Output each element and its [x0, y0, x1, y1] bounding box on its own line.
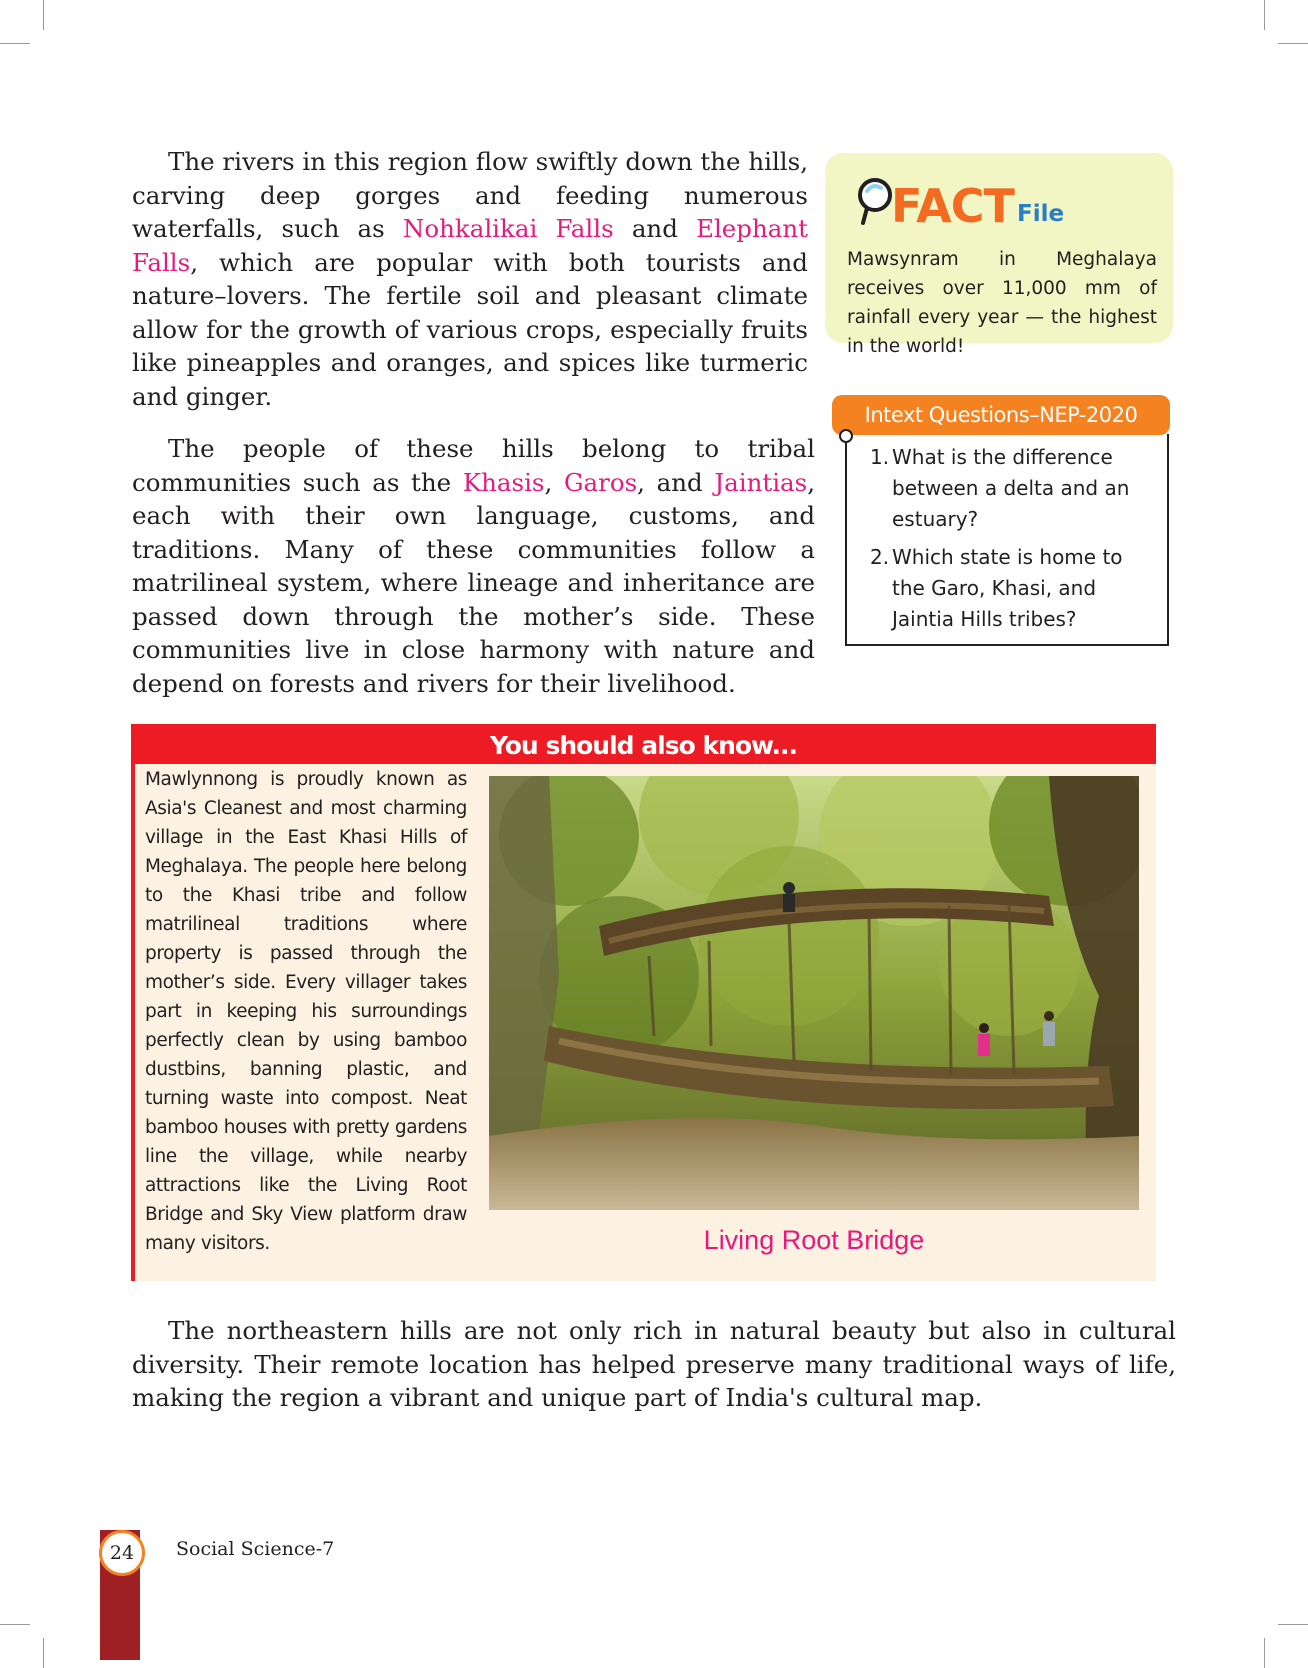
- photo-caption: Living Root Bridge: [703, 1225, 925, 1255]
- text-run: , and: [637, 467, 715, 497]
- question-item: [870, 542, 1160, 635]
- keyword-elephant-falls: Elephant Falls: [132, 214, 808, 277]
- body-paragraph-people: [132, 432, 815, 700]
- fact-title: FACT: [891, 179, 1014, 233]
- crop-mark: [1278, 1624, 1308, 1625]
- crop-mark: [1278, 43, 1308, 44]
- living-root-bridge-photo: [489, 776, 1139, 1210]
- text-run: The people of these hills belong to tribal communities such as the: [132, 434, 815, 497]
- text-run: ,: [544, 467, 564, 497]
- body-paragraph-culture: The northeastern hills are not only rich in natural beauty but also in cultural diversity. Their remote location has helped preserve many traditional ways of life, making the region a vibrant and unique part of India's cultural map.: [132, 1316, 1176, 1412]
- crop-mark: [43, 1638, 44, 1668]
- question-number: 1.: [870, 445, 890, 469]
- keyword-garos: Garos: [563, 467, 638, 497]
- fact-file-box: [825, 153, 1173, 357]
- crop-mark: [0, 1624, 30, 1625]
- also-know-box: [131, 724, 1156, 1281]
- bullet-dot-icon: [839, 429, 853, 443]
- text-run: , which are popular with both tourists and nature–lovers. The fertile soil and pleasant climate allow for the growth of various crops, especially fruits like pineapples and oranges, and spices like turmeric and ginger.: [132, 247, 808, 411]
- fact-text: Mawsynram in Meghalaya receives over 11,000 mm of rainfall every year — the highest in the world!: [847, 249, 1157, 357]
- fact-subtitle: File: [1017, 201, 1065, 227]
- question-text: What is the difference between a delta and an estuary?: [892, 445, 1130, 531]
- question-text: Which state is home to the Garo, Khasi, and Jaintia Hills tribes?: [892, 545, 1123, 631]
- crop-mark: [0, 43, 30, 44]
- also-know-text: Mawlynnong is proudly known as Asia's Cleanest and most charming village in the East Khasi Hills of Meghalaya. The people here belong to the Khasi tribe and follow matrilineal traditions where property is passed through the mother’s side. Every villager takes part in keeping his surroundings perfectly clean by using bamboo dustbins, banning plastic, and turning waste into compost. Neat bamboo houses with pretty gardens line the village, while nearby attractions like the Living Root Bridge and Sky View platform draw many visitors.: [145, 769, 467, 1254]
- text-run: The rivers in this region flow swiftly down the hills, carving deep gorges and feeding numerous waterfalls, such as: [132, 147, 808, 243]
- also-know-rule: [131, 724, 135, 1281]
- intext-questions-title: Intext Questions–NEP-2020: [832, 395, 1170, 435]
- also-know-heading: You should also know...: [489, 731, 798, 760]
- text-run: , each with their own language, customs, and traditions. Many of these communities follow a matrilineal system, where lineage and inheritance are passed down through the mother’s side. These communities live in close harmony with nature and depend on forests and rivers for their livelihood.: [132, 467, 816, 698]
- body-paragraph-rivers: [132, 145, 808, 413]
- living-root-bridge-illustration: [489, 776, 1139, 1210]
- crop-mark: [43, 0, 44, 30]
- crop-mark: [1264, 1638, 1265, 1668]
- keyword-khasis: Khasis: [462, 467, 545, 497]
- question-number: 2.: [870, 545, 890, 569]
- crop-mark: [1264, 0, 1265, 30]
- page-number: 24: [109, 1542, 135, 1564]
- keyword-jaintias: Jaintias: [714, 467, 808, 497]
- intext-questions-list: [870, 442, 1160, 642]
- book-title: Social Science-7: [176, 1538, 335, 1560]
- text-run: and: [613, 214, 697, 243]
- keyword-nohkalikai-falls: Nohkalikai Falls: [402, 214, 614, 243]
- question-item: [870, 442, 1160, 535]
